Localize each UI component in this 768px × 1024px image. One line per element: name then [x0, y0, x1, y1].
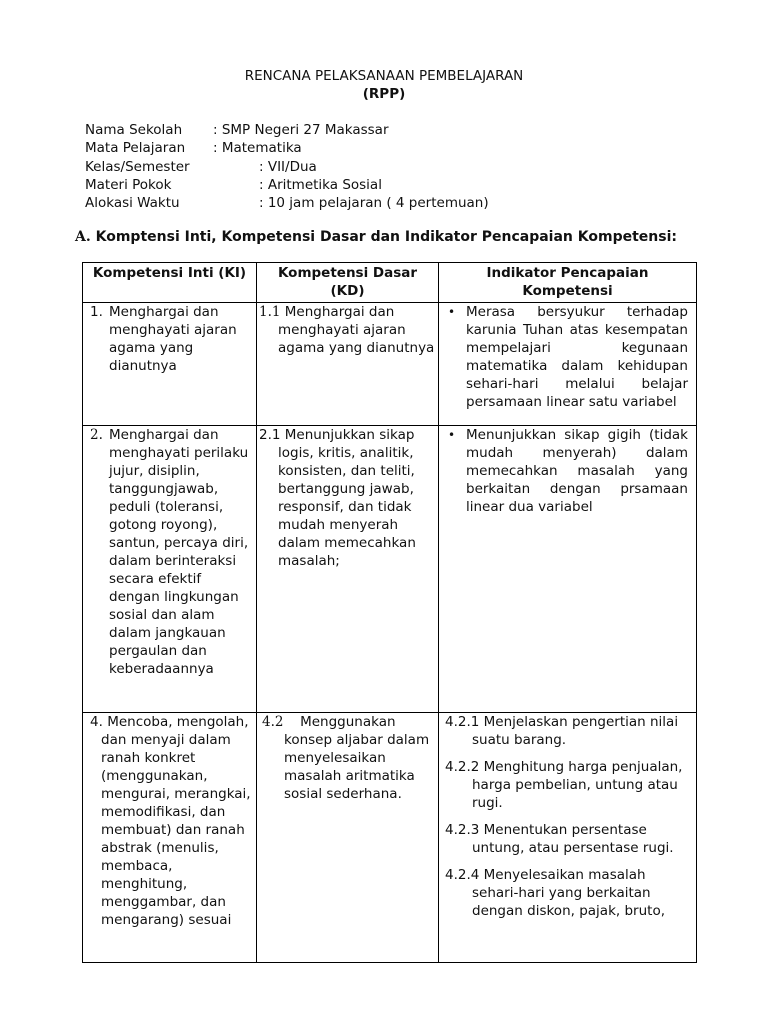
column-header-indicator: Indikator Pencapaian Kompetensi — [439, 263, 697, 303]
indicator-number: 4.2.4 — [445, 867, 480, 883]
kd-text: Menghargai dan menghayati ajaran agama yang dianutnya — [278, 304, 435, 356]
indicator-cell — [439, 713, 697, 963]
ki-cell — [83, 303, 257, 426]
identity-value: : SMP Negeri 27 Makassar — [213, 122, 389, 138]
kd-number: 2.1 — [259, 427, 281, 443]
indicator-item — [439, 866, 696, 920]
indicator-cell — [439, 303, 697, 426]
indicator-number: 4.2.3 — [445, 822, 480, 838]
indicator-number: 4.2.1 — [445, 714, 480, 730]
section-title: Komptensi Inti, Kompetensi Dasar dan Indikator Pencapaian Kompetensi: — [95, 229, 677, 245]
kd-text: Menggunakan konsep aljabar dalam menyelesaikan masalah aritmatika sosial sederhana. — [284, 714, 430, 802]
table-row — [83, 303, 697, 426]
identity-label: Alokasi Waktu — [85, 195, 180, 212]
indicator-text: Menunjukkan sikap gigih (tidak mudah menyerah) dalam memecahkan masalah yang berkaitan dengan prsamaan linear dua variabel — [466, 427, 688, 515]
ki-number: 4. — [90, 714, 103, 730]
bullet-icon: • — [448, 428, 456, 442]
indicator-text: Menyelesaikan masalah sehari-hari yang berkaitan dengan diskon, pajak, bruto, — [472, 867, 665, 919]
indicator-text: Merasa bersyukur terhadap karunia Tuhan atas kesempatan mempelajari kegunaan matematika dalam kehidupan sehari-hari melalui belajar persamaan linear satu variabel — [466, 304, 688, 410]
column-header-ki: Kompetensi Inti (KI) — [83, 263, 257, 303]
column-header-kd: Kompetensi Dasar (KD) — [257, 263, 439, 303]
identity-label: Kelas/Semester — [85, 158, 190, 175]
ki-text: Menghargai dan menghayati ajaran agama yang dianutnya — [109, 304, 237, 374]
identity-label: Materi Pokok — [85, 176, 172, 193]
indicator-item — [439, 821, 696, 857]
ki-text: Mencoba, mengolah, dan menyaji dalam ranah konkret (menggunakan, mengurai, merangkai, memodifikasi, dan membuat) dan ranah abstrak (menulis, membaca, menghitung, menggambar, dan mengarang) sesuai — [101, 714, 251, 928]
identity-value: : Aritmetika Sosial — [259, 176, 382, 193]
section-heading — [75, 229, 677, 245]
ki-cell — [83, 426, 257, 713]
table-row — [83, 426, 697, 713]
ki-number: 1. — [90, 304, 103, 320]
kd-cell — [257, 426, 439, 713]
bullet-icon: • — [448, 305, 456, 319]
identity-label: Mata Pelajaran — [85, 140, 186, 157]
kd-number: 4.2 — [262, 714, 284, 730]
identity-value: : 10 jam pelajaran ( 4 pertemuan) — [259, 195, 489, 212]
identity-value: : Matematika — [213, 140, 302, 157]
indicator-item — [439, 758, 696, 812]
identity-value: : VII/Dua — [259, 158, 317, 175]
section-letter: A. — [75, 229, 91, 245]
ki-text: Menghargai dan menghayati perilaku jujur, disiplin, tanggungjawab, peduli (toleransi, gotong royong), santun, percaya diri, dalam berinteraksi secara efektif dengan lingkungan sosial dan alam dalam jangkauan pergaulan dan keberadaannya — [109, 427, 249, 677]
indicator-cell — [439, 426, 697, 713]
ki-cell — [83, 713, 257, 963]
kd-cell — [257, 713, 439, 963]
table-header-row — [83, 263, 697, 303]
indicator-number: 4.2.2 — [445, 759, 480, 775]
competency-table — [82, 262, 697, 963]
indicator-text: Menjelaskan pengertian nilai suatu barang. — [472, 714, 679, 748]
indicator-item — [439, 713, 696, 749]
kd-text: Menunjukkan sikap logis, kritis, analitik, konsisten, dan teliti, bertanggung jawab, responsif, dan tidak mudah menyerah dalam memecahkan masalah; — [278, 427, 416, 569]
document-title: RENCANA PELAKSANAAN PEMBELAJARAN — [244, 68, 524, 84]
indicator-text: Menentukan persentase untung, atau persentase rugi. — [472, 822, 674, 856]
table-row — [83, 713, 697, 963]
identity-label: Nama Sekolah — [85, 122, 183, 138]
document-subtitle: (RPP) — [362, 86, 406, 102]
kd-number: 1.1 — [259, 304, 281, 320]
indicator-text: Menghitung harga penjualan, harga pembelian, untung atau rugi. — [472, 759, 683, 811]
kd-cell — [257, 303, 439, 426]
ki-number: 2. — [90, 427, 103, 443]
